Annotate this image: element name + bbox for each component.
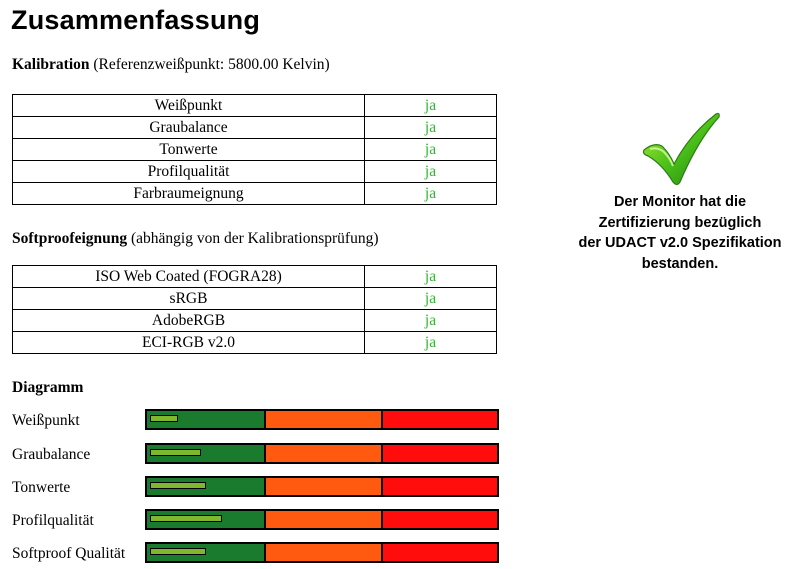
diagram-row <box>12 542 502 564</box>
profile-label: ECI-RGB v2.0 <box>13 332 365 354</box>
level-indicator <box>150 449 201 456</box>
quality-bar <box>145 542 499 563</box>
bar-segment-warning <box>266 478 383 495</box>
profile-label: ISO Web Coated (FOGRA28) <box>13 266 365 288</box>
bar-segment-bad <box>383 478 497 495</box>
bar-segment-warning <box>266 411 383 428</box>
diagram-label: Softproof Qualität <box>12 545 126 562</box>
level-indicator <box>150 482 206 489</box>
checkmark-icon <box>640 108 730 188</box>
softproof-heading-note: (abhängig von der Kalibrationsprüfung) <box>131 230 379 247</box>
softproof-heading-title: Softproofeignung <box>12 230 128 247</box>
bar-segment-bad <box>383 411 497 428</box>
table-row <box>13 183 497 205</box>
bar-segment-bad <box>383 445 497 462</box>
calibration-table <box>12 94 497 205</box>
table-row <box>13 139 497 161</box>
diagram-label: Graubalance <box>12 446 91 463</box>
table-row <box>13 266 497 288</box>
page-title: Zusammenfassung <box>11 5 261 35</box>
criterion-label: Farbraumeignung <box>13 183 365 205</box>
result-value: ja <box>365 266 497 288</box>
quality-bar <box>145 509 499 530</box>
bar-segment-bad <box>383 511 497 528</box>
bar-segment-warning <box>266 544 383 561</box>
diagram-row <box>12 509 502 531</box>
certification-line: bestanden. <box>641 255 719 272</box>
level-indicator <box>150 548 206 555</box>
result-value: ja <box>365 332 497 354</box>
profile-label: sRGB <box>13 288 365 310</box>
table-row <box>13 161 497 183</box>
bar-segment-bad <box>383 544 497 561</box>
criterion-label: Tonwerte <box>13 139 365 161</box>
table-row <box>13 310 497 332</box>
result-value: ja <box>365 183 497 205</box>
result-value: ja <box>365 310 497 332</box>
table-row <box>13 95 497 117</box>
certification-line: Zertifizierung bezüglich <box>598 214 762 231</box>
diagram-label: Tonwerte <box>12 479 71 496</box>
diagram-heading: Diagramm <box>12 379 84 396</box>
quality-bar <box>145 409 499 430</box>
table-row <box>13 332 497 354</box>
result-value: ja <box>365 161 497 183</box>
calibration-heading-title: Kalibration <box>12 56 90 73</box>
calibration-heading <box>12 55 330 75</box>
result-value: ja <box>365 139 497 161</box>
level-indicator <box>150 415 178 422</box>
criterion-label: Profilqualität <box>13 161 365 183</box>
table-row <box>13 117 497 139</box>
certification-line: Der Monitor hat die <box>613 194 747 210</box>
level-indicator <box>150 515 222 522</box>
result-value: ja <box>365 288 497 310</box>
softproof-table <box>12 265 497 354</box>
diagram-row <box>12 443 502 465</box>
criterion-label: Weißpunkt <box>13 95 365 117</box>
calibration-heading-note: (Referenzweißpunkt: 5800.00 Kelvin) <box>93 56 330 73</box>
result-value: ja <box>365 95 497 117</box>
profile-label: AdobeRGB <box>13 310 365 332</box>
result-value: ja <box>365 117 497 139</box>
criterion-label: Graubalance <box>13 117 365 139</box>
certification-line: der UDACT v2.0 Spezifikation <box>578 235 782 251</box>
bar-segment-warning <box>266 511 383 528</box>
diagram-label: Profilqualität <box>12 512 94 529</box>
quality-bar <box>145 443 499 464</box>
diagram-row <box>12 476 502 498</box>
certification-message <box>555 192 800 274</box>
softproof-heading <box>12 229 379 249</box>
diagram-row <box>12 409 502 431</box>
quality-bar <box>145 476 499 497</box>
table-row <box>13 288 497 310</box>
bar-segment-warning <box>266 445 383 462</box>
diagram-label: Weißpunkt <box>12 412 80 429</box>
